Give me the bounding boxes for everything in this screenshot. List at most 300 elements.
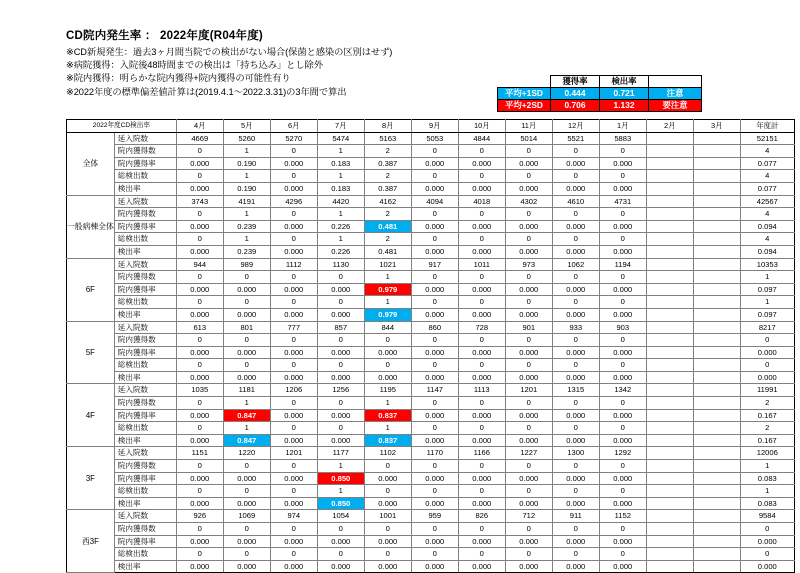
data-cell: 0 [552,271,599,284]
table-row [67,145,795,158]
data-cell-total: 10353 [740,258,794,271]
data-cell: 0.000 [270,497,317,510]
data-cell: 0.000 [458,409,505,422]
data-cell [693,132,740,145]
data-cell [646,447,693,460]
data-cell: 1 [317,145,364,158]
data-cell [693,208,740,221]
data-cell: 0 [505,548,552,561]
note-line-3: ※院内獲得：明らかな院内獲得+院内獲得の可能性有り [66,73,291,84]
data-cell: 0.000 [552,308,599,321]
data-cell: 0.000 [552,434,599,447]
data-cell-total: 0.000 [740,346,794,359]
data-cell: 0 [270,208,317,221]
data-cell [693,560,740,573]
metric-row-label: 院内獲得率 [114,157,176,170]
ward-group-label-西3F: 西3F [67,510,115,573]
data-cell: 0 [458,523,505,536]
data-cell: 0 [599,145,646,158]
data-cell [646,195,693,208]
column-header-month-6: 9月 [411,120,458,133]
data-cell: 0.000 [176,371,223,384]
data-cell: 4302 [505,195,552,208]
data-cell-total: 42567 [740,195,794,208]
data-cell: 0.000 [458,472,505,485]
data-cell: 0 [364,359,411,372]
data-cell: 917 [411,258,458,271]
data-cell: 0.000 [223,308,270,321]
data-cell: 4420 [317,195,364,208]
data-cell-total: 12006 [740,447,794,460]
data-cell: 0.000 [364,560,411,573]
table-row [67,460,795,473]
data-cell-total: 0 [740,334,794,347]
table-row [67,346,795,359]
data-cell: 0 [411,208,458,221]
data-cell: 0.000 [364,497,411,510]
table-row [67,371,795,384]
data-cell: 1 [317,208,364,221]
data-cell: 0.000 [270,434,317,447]
data-cell [693,548,740,561]
metric-row-label: 院内獲得数 [114,271,176,284]
data-cell: 0.000 [599,472,646,485]
data-cell: 4094 [411,195,458,208]
data-cell: 0.000 [270,308,317,321]
data-cell: 0 [223,548,270,561]
data-cell: 0.000 [176,245,223,258]
data-cell: 0 [599,397,646,410]
data-cell: 1177 [317,447,364,460]
data-cell: 0.387 [364,182,411,195]
data-cell: 0.000 [176,157,223,170]
data-cell [646,548,693,561]
data-cell [646,523,693,536]
data-cell: 0.000 [458,434,505,447]
data-cell [646,296,693,309]
data-cell: 0 [599,485,646,498]
data-cell: 0.190 [223,182,270,195]
data-cell: 0.000 [411,535,458,548]
data-cell: 0.000 [411,409,458,422]
data-cell: 0 [223,359,270,372]
data-cell: 0.000 [505,434,552,447]
metric-row-label: 総検出数 [114,422,176,435]
data-cell: 0 [176,296,223,309]
data-cell: 5260 [223,132,270,145]
data-cell: 1220 [223,447,270,460]
data-cell: 0 [176,359,223,372]
metric-row-label: 総検出数 [114,296,176,309]
legend-acquisition-1sd: 0.444 [551,88,600,100]
table-row [67,560,795,573]
data-cell: 0.000 [505,535,552,548]
data-cell: 0.000 [458,346,505,359]
data-cell: 0.000 [458,560,505,573]
data-cell: 1035 [176,384,223,397]
data-cell: 0.000 [317,535,364,548]
data-cell [693,245,740,258]
data-cell: 0.000 [270,157,317,170]
data-cell: 0 [505,170,552,183]
data-cell: 1 [364,397,411,410]
data-cell: 0 [270,271,317,284]
data-cell: 5883 [599,132,646,145]
data-cell: 0.000 [270,220,317,233]
data-cell [693,485,740,498]
data-cell: 0.850 [317,497,364,510]
table-row [67,233,795,246]
data-cell: 0.481 [364,245,411,258]
data-cell [646,271,693,284]
metric-row-label: 延入院数 [114,384,176,397]
data-cell: 0.000 [317,560,364,573]
data-cell: 0.000 [505,497,552,510]
data-cell: 0 [505,334,552,347]
column-header-month-3: 6月 [270,120,317,133]
table-row [67,208,795,221]
data-cell: 0 [552,460,599,473]
data-cell: 0.000 [505,245,552,258]
data-cell-total: 2 [740,422,794,435]
data-cell: 0.000 [599,371,646,384]
data-cell: 1130 [317,258,364,271]
data-cell-total: 1 [740,271,794,284]
table-row [67,296,795,309]
table-row [67,283,795,296]
data-cell: 0 [505,359,552,372]
data-cell: 0.000 [270,283,317,296]
data-cell: 2 [364,233,411,246]
ward-group-label-6F: 6F [67,258,115,321]
data-cell: 0.000 [317,283,364,296]
data-cell: 0 [411,334,458,347]
column-header-total: 年度計 [740,120,794,133]
legend-tag-1sd: 注意 [649,88,702,100]
data-cell: 0.000 [223,560,270,573]
metric-row-label: 院内獲得数 [114,208,176,221]
data-cell: 1292 [599,447,646,460]
metric-row-label: 総検出数 [114,359,176,372]
data-cell-total: 0 [740,359,794,372]
data-cell: 0.000 [552,182,599,195]
data-cell: 1069 [223,510,270,523]
data-cell: 0 [364,548,411,561]
data-cell [646,233,693,246]
data-cell: 613 [176,321,223,334]
page-title: CD院内発生率 ： 2022年度(R04年度) [66,30,263,42]
data-cell: 0.000 [270,245,317,258]
data-cell [693,409,740,422]
data-cell: 1206 [270,384,317,397]
data-cell: 0 [599,548,646,561]
data-cell: 1227 [505,447,552,460]
legend-detection-1sd: 0.721 [600,88,649,100]
data-cell: 0 [599,422,646,435]
data-cell: 0.000 [176,182,223,195]
data-cell-total: 0.094 [740,245,794,258]
data-cell-total: 1 [740,460,794,473]
data-cell: 0 [505,296,552,309]
note-line-4: ※2022年度の標準偏差値計算は(2019.4.1～2022.3.31)の3年間で算出 [66,86,347,97]
data-cell: 0.000 [505,560,552,573]
data-cell [646,560,693,573]
data-cell [693,422,740,435]
data-cell: 0 [552,233,599,246]
data-cell [693,258,740,271]
table-row [67,182,795,195]
data-cell: 801 [223,321,270,334]
data-cell: 0.000 [505,283,552,296]
data-cell: 0 [317,296,364,309]
metric-row-label: 検出率 [114,434,176,447]
data-cell: 0 [505,422,552,435]
data-cell: 0.000 [552,371,599,384]
data-cell: 0.000 [599,560,646,573]
data-cell: 0.226 [317,220,364,233]
data-cell: 0.000 [552,157,599,170]
data-cell: 0.000 [552,346,599,359]
data-cell: 0.000 [176,346,223,359]
metric-row-label: 院内獲得数 [114,523,176,536]
column-header-month-10: 1月 [599,120,646,133]
data-cell: 0.000 [552,409,599,422]
data-cell-total: 0.083 [740,472,794,485]
data-cell: 1 [223,397,270,410]
data-cell: 1001 [364,510,411,523]
data-cell [693,397,740,410]
data-cell: 4731 [599,195,646,208]
data-cell [693,460,740,473]
column-header-month-9: 12月 [552,120,599,133]
data-cell: 0.000 [270,560,317,573]
data-cell [646,157,693,170]
data-cell: 4162 [364,195,411,208]
column-header-month-2: 5月 [223,120,270,133]
data-cell: 0 [458,145,505,158]
data-cell-total: 4 [740,233,794,246]
data-cell: 1 [364,296,411,309]
data-cell [646,510,693,523]
data-cell: 0.000 [599,283,646,296]
ward-group-label-全体: 全体 [67,132,115,195]
data-cell: 0.000 [411,283,458,296]
data-cell: 0.000 [411,434,458,447]
data-cell: 974 [270,510,317,523]
data-cell [693,447,740,460]
data-cell: 0 [458,271,505,284]
data-cell [646,346,693,359]
data-cell: 1151 [176,447,223,460]
data-cell: 0.000 [411,472,458,485]
data-cell-total: 0.167 [740,409,794,422]
legend-label-1sd: 平均+1SD [498,88,551,100]
data-cell: 0.000 [411,497,458,510]
column-header-month-5: 8月 [364,120,411,133]
data-cell: 0.000 [458,157,505,170]
table-row [67,157,795,170]
data-cell [693,359,740,372]
data-cell [646,371,693,384]
data-cell [646,321,693,334]
data-cell: 0.000 [317,346,364,359]
data-cell [693,535,740,548]
data-cell: 0 [317,359,364,372]
ward-group-label-3F: 3F [67,447,115,510]
legend-header-detection: 検出率 [600,76,649,88]
ward-group-label-5F: 5F [67,321,115,384]
column-header-month-4: 7月 [317,120,364,133]
data-cell: 3743 [176,195,223,208]
data-cell: 0 [458,397,505,410]
data-cell: 0 [458,359,505,372]
data-cell: 0.000 [458,497,505,510]
data-cell: 1194 [599,258,646,271]
data-cell: 0 [270,145,317,158]
data-cell: 0 [505,485,552,498]
data-cell: 0.000 [176,434,223,447]
metric-row-label: 院内獲得数 [114,397,176,410]
data-cell: 0.000 [411,346,458,359]
data-cell-total: 0 [740,523,794,536]
data-cell: 0 [505,208,552,221]
data-cell [693,157,740,170]
table-row [67,397,795,410]
table-row [67,409,795,422]
metric-row-label: 院内獲得数 [114,460,176,473]
data-cell: 5163 [364,132,411,145]
data-cell: 0.000 [458,371,505,384]
data-cell [693,472,740,485]
data-cell: 0 [458,422,505,435]
metric-row-label: 総検出数 [114,548,176,561]
data-cell: 0.000 [599,182,646,195]
table-row [67,132,795,145]
data-cell: 0.000 [552,497,599,510]
data-cell: 1 [223,208,270,221]
data-cell: 0 [411,145,458,158]
data-cell-total: 1 [740,485,794,498]
data-cell: 0 [599,208,646,221]
data-cell: 2 [364,170,411,183]
data-cell: 1181 [223,384,270,397]
data-cell: 0 [411,485,458,498]
data-cell-total: 0.077 [740,157,794,170]
data-cell: 1166 [458,447,505,460]
data-cell: 0.000 [599,535,646,548]
data-cell: 0 [411,548,458,561]
data-cell: 0 [552,145,599,158]
data-cell: 1201 [270,447,317,460]
data-cell: 0.000 [223,497,270,510]
data-cell-total: 11991 [740,384,794,397]
data-cell: 0.000 [552,535,599,548]
data-cell: 1054 [317,510,364,523]
data-cell [646,334,693,347]
data-cell: 1 [223,233,270,246]
data-cell: 0 [411,233,458,246]
data-cell [646,535,693,548]
data-cell: 1147 [411,384,458,397]
data-cell: 973 [505,258,552,271]
data-cell-total: 0.094 [740,220,794,233]
data-cell: 0.000 [364,371,411,384]
data-cell: 0.000 [599,409,646,422]
data-cell: 0.000 [176,283,223,296]
data-cell [646,434,693,447]
data-cell: 1300 [552,447,599,460]
data-cell: 0 [411,170,458,183]
data-cell: 0 [458,548,505,561]
table-row [67,220,795,233]
data-cell: 844 [364,321,411,334]
data-cell [646,283,693,296]
data-cell: 0 [317,548,364,561]
data-cell [693,510,740,523]
metric-row-label: 院内獲得率 [114,409,176,422]
metric-row-label: 院内獲得数 [114,334,176,347]
data-cell: 0.000 [458,308,505,321]
data-cell: 5053 [411,132,458,145]
data-cell: 1170 [411,447,458,460]
data-cell: 0 [599,523,646,536]
data-cell: 0 [411,296,458,309]
data-cell: 0 [552,485,599,498]
data-cell-total: 9584 [740,510,794,523]
data-cell: 728 [458,321,505,334]
data-cell [646,460,693,473]
data-cell: 1195 [364,384,411,397]
data-cell: 0.000 [223,472,270,485]
data-cell [646,497,693,510]
data-cell: 0 [599,233,646,246]
data-cell: 0.387 [364,157,411,170]
table-row [67,497,795,510]
data-cell [693,321,740,334]
data-cell: 0.000 [552,560,599,573]
data-cell: 1 [317,170,364,183]
data-cell: 1342 [599,384,646,397]
data-cell: 1201 [505,384,552,397]
metric-row-label: 院内獲得率 [114,535,176,548]
column-header-month-1: 4月 [176,120,223,133]
data-cell-total: 0.097 [740,283,794,296]
ward-group-label-一般病棟全体: 一般病棟全体 [67,195,115,258]
data-cell: 0 [317,422,364,435]
table-corner-label: 2022年度CD検出率 [67,120,177,133]
data-cell: 0 [270,523,317,536]
document-header [66,27,496,99]
threshold-legend-table [497,75,702,112]
data-cell: 0.226 [317,245,364,258]
table-row [67,472,795,485]
data-cell: 0 [552,208,599,221]
data-cell: 4844 [458,132,505,145]
data-cell: 0 [317,271,364,284]
data-cell: 0 [270,485,317,498]
data-cell [646,472,693,485]
data-cell: 0.000 [270,472,317,485]
data-cell: 944 [176,258,223,271]
data-cell: 0.000 [176,308,223,321]
data-cell: 0.190 [223,157,270,170]
data-cell [693,346,740,359]
data-cell: 0 [223,296,270,309]
data-cell: 0.000 [552,283,599,296]
data-cell-total: 0.167 [740,434,794,447]
data-cell [646,245,693,258]
column-header-month-11: 2月 [646,120,693,133]
